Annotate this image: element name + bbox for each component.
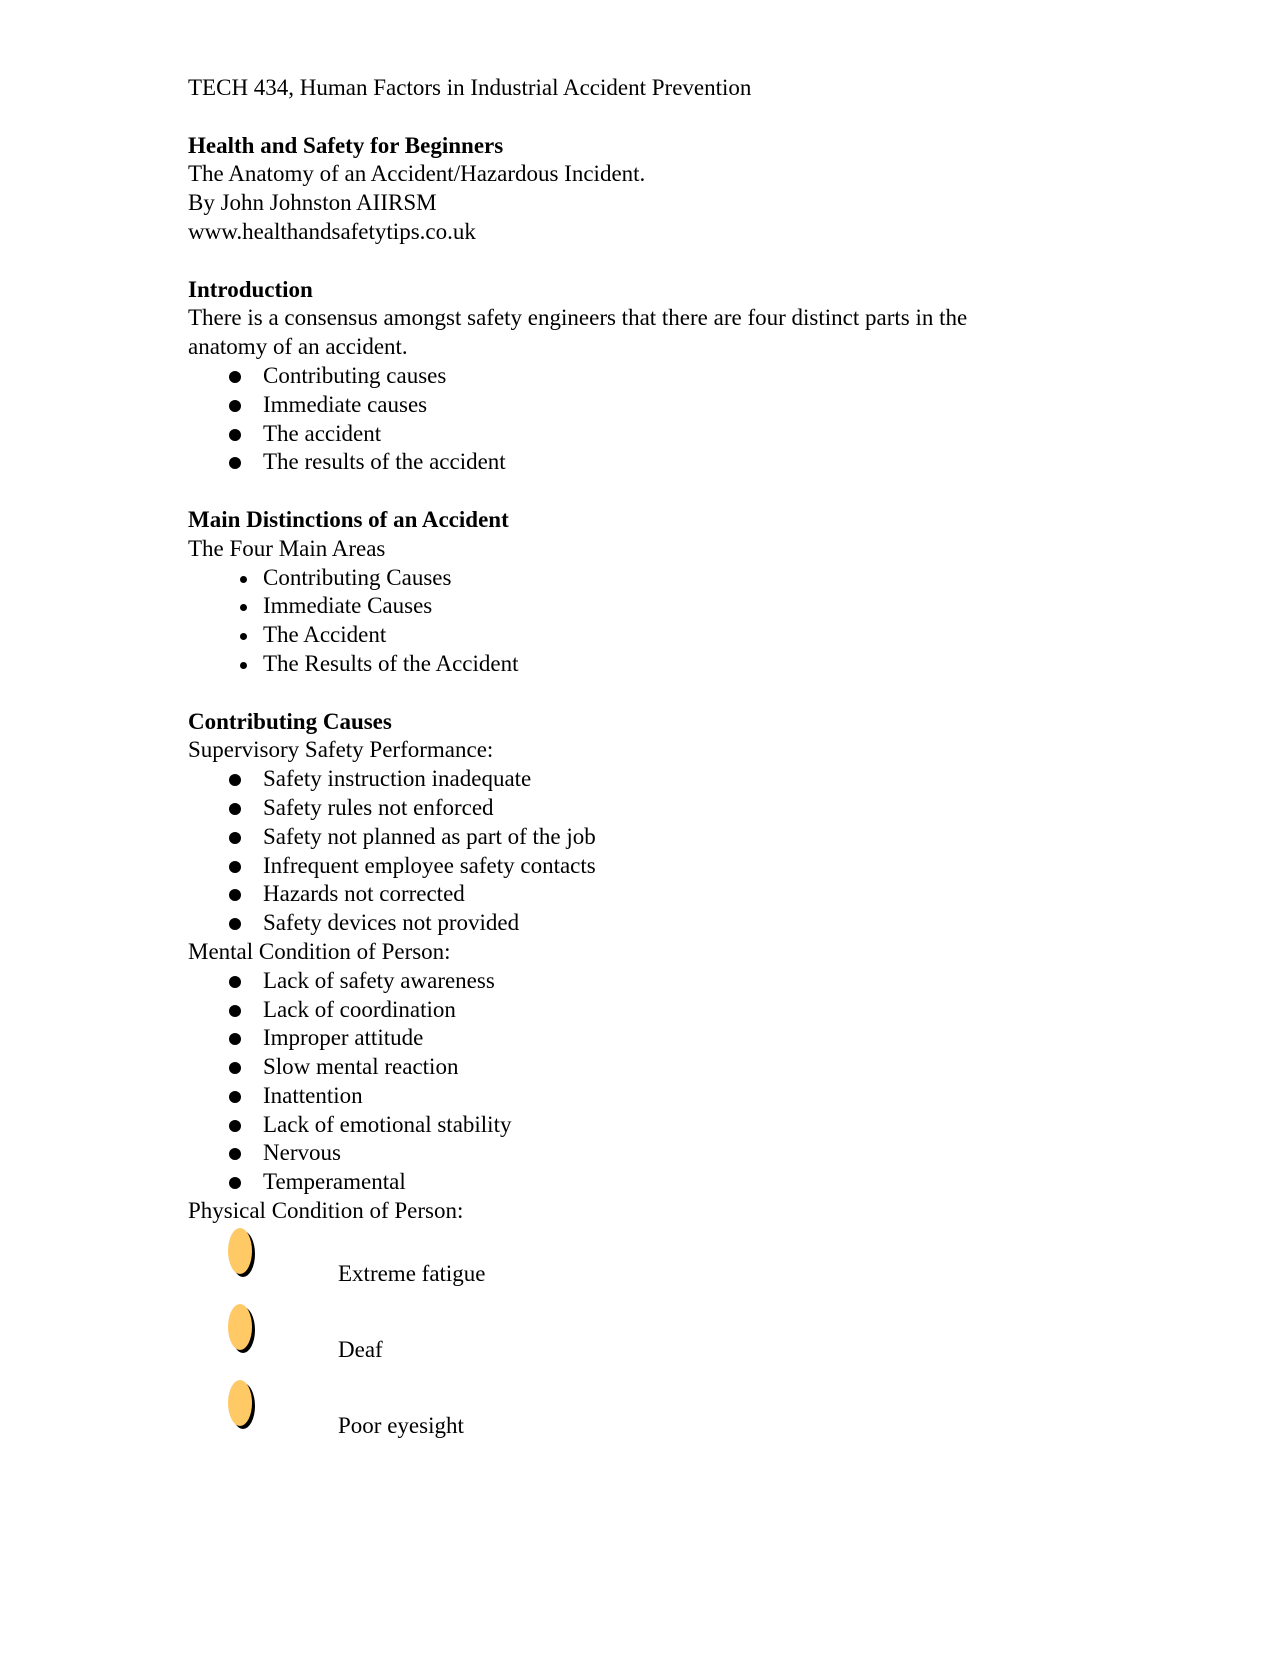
- bullet-icon: [228, 1378, 260, 1440]
- bullet-icon: [229, 457, 241, 469]
- main-distinctions-subheading: The Four Main Areas: [188, 535, 386, 561]
- physical-item-label: Deaf: [338, 1336, 383, 1362]
- mental-list: [188, 967, 1108, 1197]
- list-item: Immediate causes: [188, 391, 1108, 420]
- bullet-icon: [229, 803, 241, 815]
- supervisory-list: [188, 765, 1108, 938]
- article-author: By John Johnston AIIRSM: [188, 190, 437, 216]
- physical-item-label: Poor eyesight: [338, 1412, 464, 1438]
- bullet-icon: [229, 371, 241, 383]
- introduction-paragraph-line-2: anatomy of an accident.: [188, 334, 408, 360]
- main-distinctions-heading: Main Distinctions of an Accident: [188, 506, 509, 532]
- bullet-icon: [228, 1302, 260, 1364]
- physical-item-label: Extreme fatigue: [338, 1260, 486, 1286]
- supervisory-label: Supervisory Safety Performance:: [188, 737, 494, 763]
- list-item: Contributing Causes: [188, 564, 1108, 593]
- list-item: Slow mental reaction: [188, 1053, 1108, 1082]
- bullet-icon: [229, 774, 241, 786]
- list-item: Nervous: [188, 1139, 1108, 1168]
- list-item: The results of the accident: [188, 448, 1108, 477]
- bullet-icon: [229, 1120, 241, 1132]
- list-item: Lack of safety awareness: [188, 967, 1108, 996]
- introduction-list: [188, 362, 1108, 477]
- bullet-icon: [229, 976, 241, 988]
- list-item: Safety devices not provided: [188, 909, 1108, 938]
- list-item: Inattention: [188, 1082, 1108, 1111]
- course-header: TECH 434, Human Factors in Industrial Accident Prevention: [188, 75, 752, 100]
- spacer: [188, 679, 1108, 708]
- list-item: Infrequent employee safety contacts: [188, 852, 1108, 881]
- list-item: [188, 1302, 1108, 1378]
- spacer: [188, 247, 1108, 276]
- list-item: Safety instruction inadequate: [188, 765, 1108, 794]
- main-distinctions-list: [188, 564, 1108, 679]
- introduction-paragraph-line-1: There is a consensus amongst safety engineers that there are four distinct parts in the: [188, 305, 968, 331]
- bullet-icon: [229, 400, 241, 412]
- bullet-icon: [229, 861, 241, 873]
- bullet-icon: [229, 918, 241, 930]
- spacer: [188, 103, 1108, 132]
- list-item: Safety not planned as part of the job: [188, 823, 1108, 852]
- article-title: Health and Safety for Beginners: [188, 132, 504, 158]
- contributing-causes-heading: Contributing Causes: [188, 708, 392, 734]
- list-item: The Accident: [188, 621, 1108, 650]
- bullet-icon: [229, 832, 241, 844]
- list-item: Lack of coordination: [188, 996, 1108, 1025]
- bullet-icon: [229, 1091, 241, 1103]
- list-item: Immediate Causes: [188, 592, 1108, 621]
- bullet-icon: [229, 1033, 241, 1045]
- document-page: [188, 74, 1108, 1454]
- list-item: Safety rules not enforced: [188, 794, 1108, 823]
- bullet-icon: [240, 604, 247, 611]
- list-item: Lack of emotional stability: [188, 1111, 1108, 1140]
- spacer: [188, 477, 1108, 506]
- introduction-heading: Introduction: [188, 276, 313, 302]
- list-item: [188, 1226, 1108, 1302]
- physical-list: [188, 1226, 1108, 1454]
- bullet-icon: [229, 1177, 241, 1189]
- list-item: [188, 1378, 1108, 1454]
- bullet-icon: [240, 576, 247, 583]
- list-item: Improper attitude: [188, 1024, 1108, 1053]
- bullet-icon: [240, 662, 247, 669]
- bullet-icon: [240, 633, 247, 640]
- bullet-icon: [229, 1005, 241, 1017]
- physical-label: Physical Condition of Person:: [188, 1198, 464, 1224]
- article-subtitle: The Anatomy of an Accident/Hazardous Incident.: [188, 161, 646, 187]
- bullet-icon: [228, 1226, 260, 1288]
- bullet-icon: [229, 1062, 241, 1074]
- list-item: Temperamental: [188, 1168, 1108, 1197]
- list-item: The accident: [188, 420, 1108, 449]
- bullet-icon: [229, 1148, 241, 1160]
- bullet-icon: [229, 429, 241, 441]
- list-item: Contributing causes: [188, 362, 1108, 391]
- article-website: www.healthandsafetytips.co.uk: [188, 218, 476, 244]
- bullet-icon: [229, 889, 241, 901]
- list-item: The Results of the Accident: [188, 650, 1108, 679]
- list-item: Hazards not corrected: [188, 880, 1108, 909]
- mental-label: Mental Condition of Person:: [188, 938, 451, 964]
